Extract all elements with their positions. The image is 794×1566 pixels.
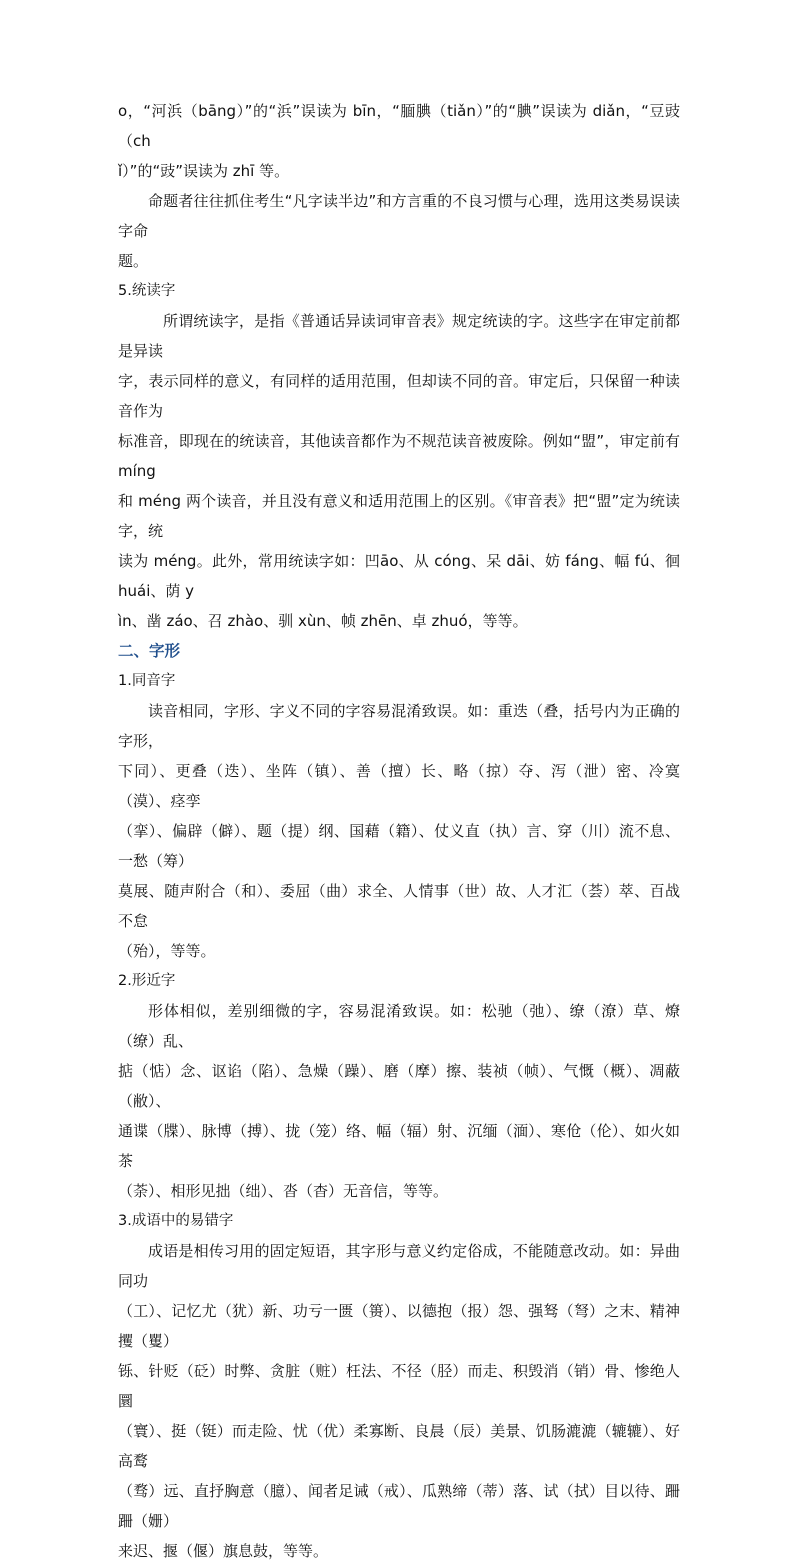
- text-line: ǐ）”的“豉”误读为 zhī 等。: [118, 162, 290, 180]
- paragraph-start: 成语是相传习用的固定短语，其字形与意义约定俗成，不能随意改动。如：异曲同功: [118, 1242, 680, 1290]
- text-line: （工）、记忆尤（犹）新、功亏一匮（篑）、以德抱（报）怨、强驽（弩）之末、精神攫（矍）: [118, 1302, 680, 1350]
- paragraph-start: 读音相同，字形、字义不同的字容易混淆致误。如：重迭（叠，括号内为正确的字形，: [118, 702, 680, 750]
- paragraph-start: 所谓统读字，是指《普通话异读词审音表》规定统读的字。这些字在审定前都是异读: [118, 312, 680, 360]
- text-line: 掂（惦）念、讴谄（陷）、急燥（躁）、磨（摩）擦、装祯（帧）、气慨（概）、凋蔽（敝）、: [118, 1062, 680, 1110]
- document-page: [118, 96, 680, 1566]
- text-line: （荼）、相形见拙（绌）、沓（杳）无音信，等等。: [118, 1182, 449, 1200]
- text-line: 下同）、更叠（迭）、坐阵（镇）、善（擅）长、略（掠）夺、泻（泄）密、冷寞（漠）、痉孪: [118, 762, 680, 810]
- subheading-tongduzi: 5.统读字: [118, 283, 176, 299]
- text-line: 题。: [118, 252, 149, 270]
- paragraph-start: 命题者往往抓住考生“凡字读半边”和方言重的不良习惯与心理，选用这类易误读字命: [118, 192, 680, 240]
- text-line: 莫展、随声附合（和）、委屈（曲）求全、人情事（世）故、人才汇（荟）萃、百战不怠: [118, 882, 680, 930]
- text-line: 读为 méng。此外，常用统读字如：凹āo、从 cóng、呆 dāi、妨 fáng、幅 fú、徊 huái、荫 y: [118, 552, 680, 600]
- paragraph-start: 形体相似，差别细微的字，容易混淆致误。如：松驰（弛）、缭（潦）草、燎（缭）乱、: [118, 1002, 680, 1050]
- text-line: 通谍（牒）、脉博（搏）、拢（笼）络、幅（辐）射、沉缅（湎）、寒伧（伦）、如火如茶: [118, 1122, 680, 1170]
- text-line: 来迟、揠（偃）旗息鼓，等等。: [118, 1542, 329, 1560]
- text-line: 标准音，即现在的统读音，其他读音都作为不规范读音被废除。例如“盟”，审定前有 míng: [118, 432, 680, 480]
- text-line: （寰）、挺（铤）而走险、忧（优）柔寡断、良晨（辰）美景、饥肠漉漉（辘辘）、好高鹜: [118, 1422, 680, 1470]
- subheading-chengyu: 3.成语中的易错字: [118, 1213, 234, 1229]
- text-line: o，“河浜（bāng）”的“浜”误读为 bīn，“腼腆（tiǎn）”的“腆”误读为 diǎn，“豆豉（ch: [118, 102, 680, 150]
- section-heading-zixing: 二、字形: [118, 642, 181, 660]
- text-line: 铄、针贬（砭）时弊、贪脏（赃）枉法、不径（胫）而走、积毁消（销）骨、惨绝人圜: [118, 1362, 680, 1410]
- text-line: ìn、凿 záo、召 zhào、驯 xùn、帧 zhēn、卓 zhuó，等等。: [118, 612, 528, 630]
- text-line: 字，表示同样的意义，有同样的适用范围，但却读不同的音。审定后，只保留一种读音作为: [118, 372, 680, 420]
- text-line: （殆），等等。: [118, 942, 216, 960]
- subheading-xingjinzi: 2.形近字: [118, 973, 176, 989]
- subheading-tongyinzi: 1.同音字: [118, 673, 176, 689]
- text-line: 和 méng 两个读音，并且没有意义和适用范围上的区别。《审音表》把“盟”定为统读字，统: [118, 492, 680, 540]
- text-line: （挛）、偏辟（僻）、题（提）纲、国藉（籍）、仗义直（执）言、穿（川）流不息、一愁（筹）: [118, 822, 680, 870]
- text-line: （骛）远、直抒胸意（臆）、闻者足诫（戒）、瓜熟缔（蒂）落、试（拭）目以待、跚跚（姗）: [118, 1482, 680, 1530]
